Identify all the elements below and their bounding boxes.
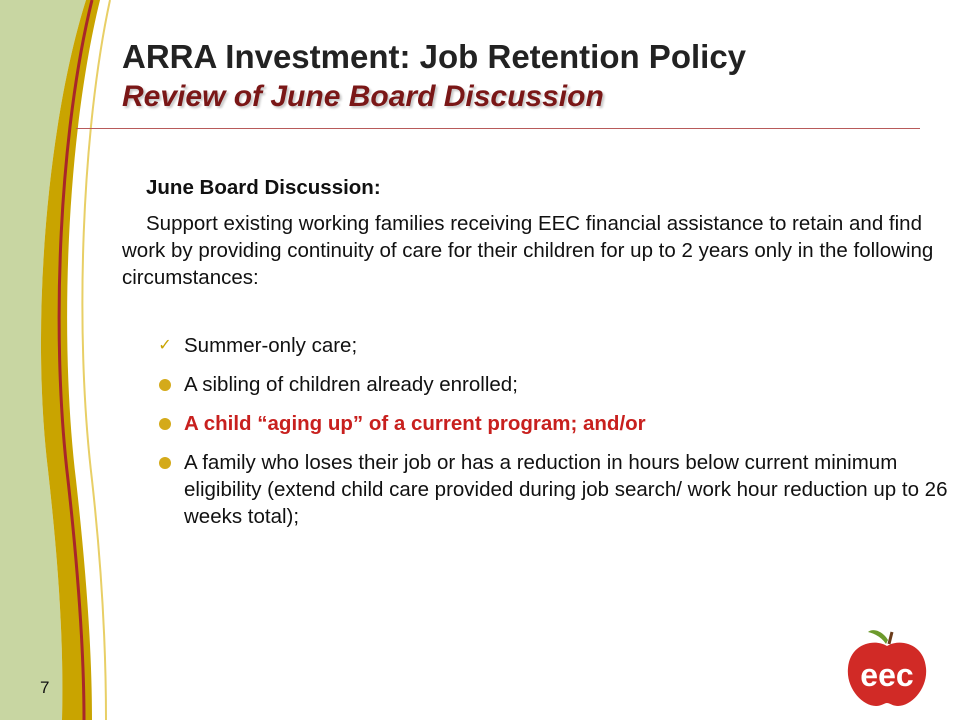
- slide-body: [122, 174, 960, 542]
- slide-title: ARRA Investment: Job Retention Policy: [122, 38, 747, 75]
- side-decoration: [0, 0, 130, 720]
- bullet-dot-icon: [159, 418, 171, 430]
- list-item: [122, 371, 960, 398]
- list-item: [122, 449, 960, 530]
- logo-text: eec: [860, 657, 914, 693]
- eec-apple-logo-icon: [842, 626, 932, 710]
- section-heading: June Board Discussion:: [146, 176, 381, 199]
- checkmark-icon: ✓: [158, 337, 172, 354]
- list-item-text-highlighted: A child “aging up” of a current program; and/or: [184, 412, 646, 435]
- list-item: [122, 410, 960, 437]
- slide-subtitle: Review of June Board Discussion: [122, 80, 604, 113]
- page-number: 7: [40, 678, 50, 697]
- title-divider: [76, 128, 920, 129]
- list-item-text: A sibling of children already enrolled;: [184, 373, 518, 396]
- list-item-text: A family who loses their job or has a reduction in hours below current minimum eligibility (extend child care provided during job search/ work hour reduction up to 26 weeks total);: [184, 451, 948, 528]
- circumstance-list: [122, 332, 960, 530]
- intro-paragraph: Support existing working families receiving EEC financial assistance to retain and find work by providing continuity of care for their children for up to 2 years only in the following circumstances:: [122, 212, 934, 289]
- list-item-text: Summer-only care;: [184, 334, 358, 357]
- bullet-dot-icon: [159, 379, 171, 391]
- bullet-dot-icon: [159, 457, 171, 469]
- list-item: [122, 332, 960, 359]
